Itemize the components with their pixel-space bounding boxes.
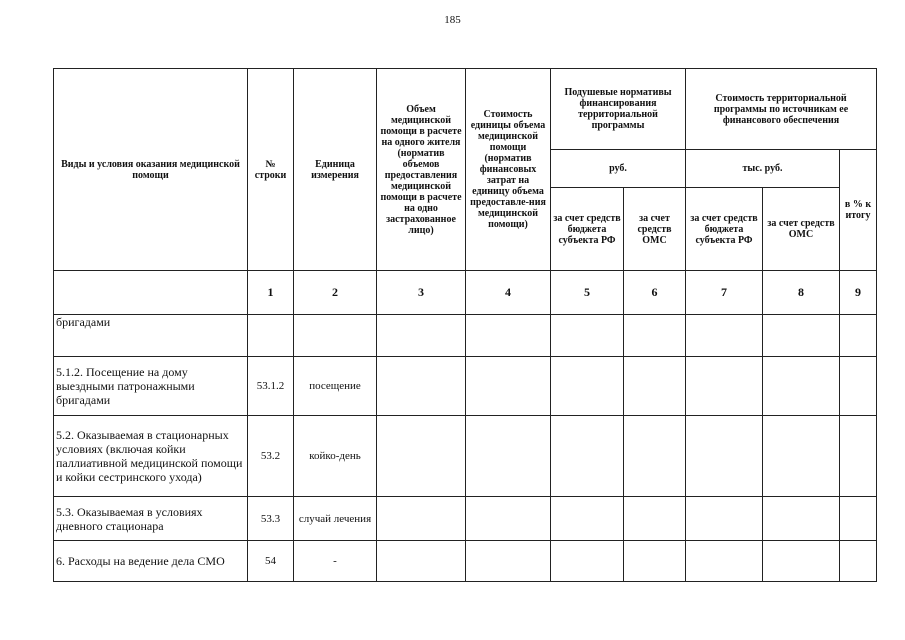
empty-cell: [377, 315, 466, 357]
row-name: бригадами: [54, 315, 248, 357]
row-unit: койко-день: [294, 416, 377, 497]
header-unit: Единица измерения: [294, 69, 377, 271]
column-number: 7: [686, 271, 763, 315]
row-code: [248, 315, 294, 357]
empty-cell: [763, 416, 840, 497]
empty-cell: [551, 541, 624, 582]
empty-cell: [686, 541, 763, 582]
empty-cell: [763, 541, 840, 582]
header-oms-2: за счет средств ОМС: [763, 188, 840, 271]
empty-cell: [466, 315, 551, 357]
empty-cell: [624, 315, 686, 357]
column-number: 3: [377, 271, 466, 315]
empty-cell: [686, 497, 763, 541]
empty-cell: [840, 416, 877, 497]
empty-cell: [840, 357, 877, 416]
row-name: 5.1.2. Посещение на дому выездными патронажными бригадами: [54, 357, 248, 416]
empty-cell: [551, 357, 624, 416]
empty-cell: [840, 541, 877, 582]
row-code: 54: [248, 541, 294, 582]
header-per-capita-standards: Подушевые нормативы финансирования территориальной программы: [551, 69, 686, 150]
empty-cell: [551, 315, 624, 357]
column-number: 4: [466, 271, 551, 315]
empty-cell: [551, 416, 624, 497]
empty-cell: [624, 541, 686, 582]
column-number: 1: [248, 271, 294, 315]
column-number: 5: [551, 271, 624, 315]
column-number: 9: [840, 271, 877, 315]
empty-cell: [624, 416, 686, 497]
header-territorial-cost: Стоимость территориальной программы по источникам ее финансового обеспечения: [686, 69, 877, 150]
empty-cell: [377, 541, 466, 582]
header-volume: Объем медицинской помощи в расчете на одного жителя (норматив объемов предоставления медицинской помощи в расчете на одно застрахованное лицо): [377, 69, 466, 271]
row-unit: [294, 315, 377, 357]
empty-cell: [686, 416, 763, 497]
header-budget-rf-2: за счет средств бюджета субъекта РФ: [686, 188, 763, 271]
row-name: 5.2. Оказываемая в стационарных условиях (включая койки паллиативной медицинской помощи и койки сестринского ухода): [54, 416, 248, 497]
row-unit: случай лечения: [294, 497, 377, 541]
header-budget-rf: за счет средств бюджета субъекта РФ: [551, 188, 624, 271]
row-unit: посещение: [294, 357, 377, 416]
table-row: [54, 497, 877, 541]
table-row: [54, 357, 877, 416]
header-row-number: № строки: [248, 69, 294, 271]
table-row: [54, 315, 877, 357]
empty-cell: [466, 541, 551, 582]
header-rub: руб.: [551, 150, 686, 188]
empty-cell: [763, 497, 840, 541]
header-oms: за счет средств ОМС: [624, 188, 686, 271]
empty-cell: [377, 357, 466, 416]
medical-care-table: [53, 68, 877, 582]
empty-cell: [763, 315, 840, 357]
table-row: [54, 416, 877, 497]
empty-cell: [624, 357, 686, 416]
row-unit: -: [294, 541, 377, 582]
header-percent-of-total: в % к итогу: [840, 150, 877, 271]
row-name: 6. Расходы на ведение дела СМО: [54, 541, 248, 582]
table-row: [54, 541, 877, 582]
empty-cell: [551, 497, 624, 541]
empty-cell: [466, 497, 551, 541]
empty-cell: [763, 357, 840, 416]
column-number: 8: [763, 271, 840, 315]
empty-cell: [840, 315, 877, 357]
row-code: 53.1.2: [248, 357, 294, 416]
row-code: 53.3: [248, 497, 294, 541]
empty-cell: [377, 416, 466, 497]
column-number: 2: [294, 271, 377, 315]
header-cost-per-unit: Стоимость единицы объема медицинской помощи (норматив финансовых затрат на единицу объема предоставле-ния медицинской помощи): [466, 69, 551, 271]
header-care-type: Виды и условия оказания медицинской помощи: [54, 69, 248, 271]
empty-cell: [686, 357, 763, 416]
column-number-blank: [54, 271, 248, 315]
page-number: 185: [444, 14, 461, 26]
row-code: 53.2: [248, 416, 294, 497]
header-thousand-rub: тыс. руб.: [686, 150, 840, 188]
empty-cell: [624, 497, 686, 541]
row-name: 5.3. Оказываемая в условиях дневного стационара: [54, 497, 248, 541]
empty-cell: [840, 497, 877, 541]
column-number: 6: [624, 271, 686, 315]
empty-cell: [686, 315, 763, 357]
empty-cell: [466, 416, 551, 497]
empty-cell: [466, 357, 551, 416]
empty-cell: [377, 497, 466, 541]
